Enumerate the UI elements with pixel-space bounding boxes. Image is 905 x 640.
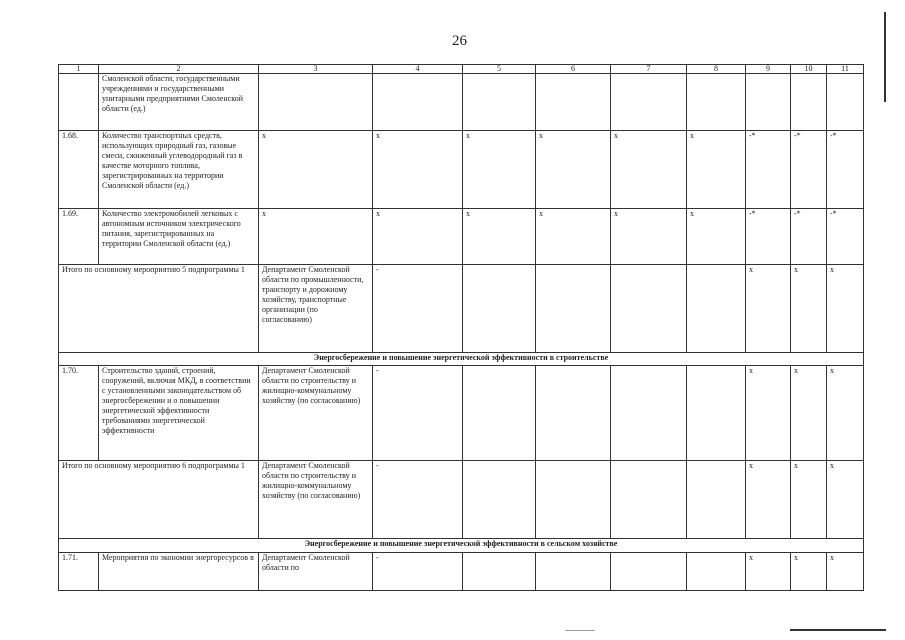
value-cell: x [611,131,687,209]
column-header: 2 [99,65,259,74]
value-cell [463,553,536,591]
section-header-row [59,539,864,553]
page-number: 26 [452,33,467,49]
table-row [59,209,864,265]
section-title: Энергосбережение и повышение энергетической эффективности в сельском хозяйстве [59,539,864,553]
table-row [59,366,864,461]
value-cell: x [687,209,746,265]
row-number: 1.68. [59,131,99,209]
value-cell [536,265,611,353]
value-cell: x [827,265,864,353]
value-cell [536,74,611,131]
value-cell: x [746,461,791,539]
value-cell [687,74,746,131]
indicator-name: Мероприятия по экономии энергоресурсов в [99,553,259,591]
value-cell: -* [827,131,864,209]
value-cell: x [373,131,463,209]
value-cell: -* [791,131,827,209]
value-cell [611,553,687,591]
column-header: 10 [791,65,827,74]
row-number: 1.70. [59,366,99,461]
value-cell: x [746,553,791,591]
column-header: 4 [373,65,463,74]
column-header: 9 [746,65,791,74]
value-cell: - [373,461,463,539]
value-cell: - [373,553,463,591]
value-cell: x [746,265,791,353]
value-cell [463,74,536,131]
value-cell [687,553,746,591]
indicator-name: Количество электромобилей легковых с автономным источником электрического питания, зарегистрированных на территории Смоленской области (ед.) [99,209,259,265]
value-cell: x [827,553,864,591]
value-cell: x [791,265,827,353]
value-cell [827,74,864,131]
value-cell [463,366,536,461]
value-cell [611,74,687,131]
value-cell [687,461,746,539]
value-cell [611,461,687,539]
value-cell: x [373,209,463,265]
value-cell: x [791,553,827,591]
indicator-name: Строительство зданий, строений, сооружений, включая МКД, в соответствии с установленными законодательством об энергосбережении и о повышении энергетической эффективности требованиями энергетической эффективности [99,366,259,461]
value-cell: - [373,265,463,353]
row-number [59,74,99,131]
column-header: 1 [59,65,99,74]
responsible-cell: Департамент Смоленской области по строительству и жилищно-коммунальному хозяйству (по согласованию) [259,366,373,461]
value-cell [687,366,746,461]
value-cell [791,74,827,131]
row-number: 1.71. [59,553,99,591]
section-title: Энергосбережение и повышение энергетической эффективности в строительстве [59,353,864,366]
value-cell: x [463,209,536,265]
section-header-row [59,353,864,366]
table-row [59,553,864,591]
table-row [59,131,864,209]
value-cell: x [827,461,864,539]
value-cell: x [536,209,611,265]
scan-mark [565,630,595,631]
value-cell [611,366,687,461]
responsible-cell: Департамент Смоленской области по строительству и жилищно-коммунальному хозяйству (по согласованию) [259,461,373,539]
value-cell [373,74,463,131]
value-cell [611,265,687,353]
value-cell: -* [791,209,827,265]
header-row [59,65,864,74]
column-header: 7 [611,65,687,74]
column-header: 3 [259,65,373,74]
responsible-cell: x [259,131,373,209]
total-row [59,265,864,353]
value-cell: x [687,131,746,209]
value-cell: x [536,131,611,209]
column-header: 8 [687,65,746,74]
value-cell: x [791,461,827,539]
value-cell [463,461,536,539]
column-header: 11 [827,65,864,74]
scan-edge-bottom [790,629,886,631]
value-cell: -* [746,131,791,209]
value-cell [536,553,611,591]
responsible-cell: Департамент Смоленской области по [259,553,373,591]
indicator-name: Количество транспортных средств, использующих природный газ, газовые смеси, сжиженный углеводородный газ в качестве моторного топлива, зарегистрированных на территории Смоленской области (ед.) [99,131,259,209]
value-cell [536,461,611,539]
value-cell: x [611,209,687,265]
responsible-cell: Департамент Смоленской области по промышленности, транспорту и дорожному хозяйству, транспортные организации (по согласованию) [259,265,373,353]
value-cell [746,74,791,131]
responsible-cell: x [259,209,373,265]
value-cell [536,366,611,461]
value-cell: x [463,131,536,209]
table-row [59,74,864,131]
value-cell: - [373,366,463,461]
value-cell [687,265,746,353]
total-label: Итого по основному мероприятию 6 подпрограммы 1 [59,461,259,539]
program-table [58,64,864,591]
column-header: 6 [536,65,611,74]
column-header: 5 [463,65,536,74]
value-cell: x [827,366,864,461]
value-cell: -* [746,209,791,265]
total-row [59,461,864,539]
value-cell: -* [827,209,864,265]
value-cell: x [791,366,827,461]
total-label: Итого по основному мероприятию 5 подпрограммы 1 [59,265,259,353]
responsible-cell [259,74,373,131]
value-cell: x [746,366,791,461]
row-number: 1.69. [59,209,99,265]
scan-edge [884,12,886,102]
indicator-name: Смоленской области, государственными учреждениями и государственными унитарными предприятиями Смоленской области (ед.) [99,74,259,131]
value-cell [463,265,536,353]
